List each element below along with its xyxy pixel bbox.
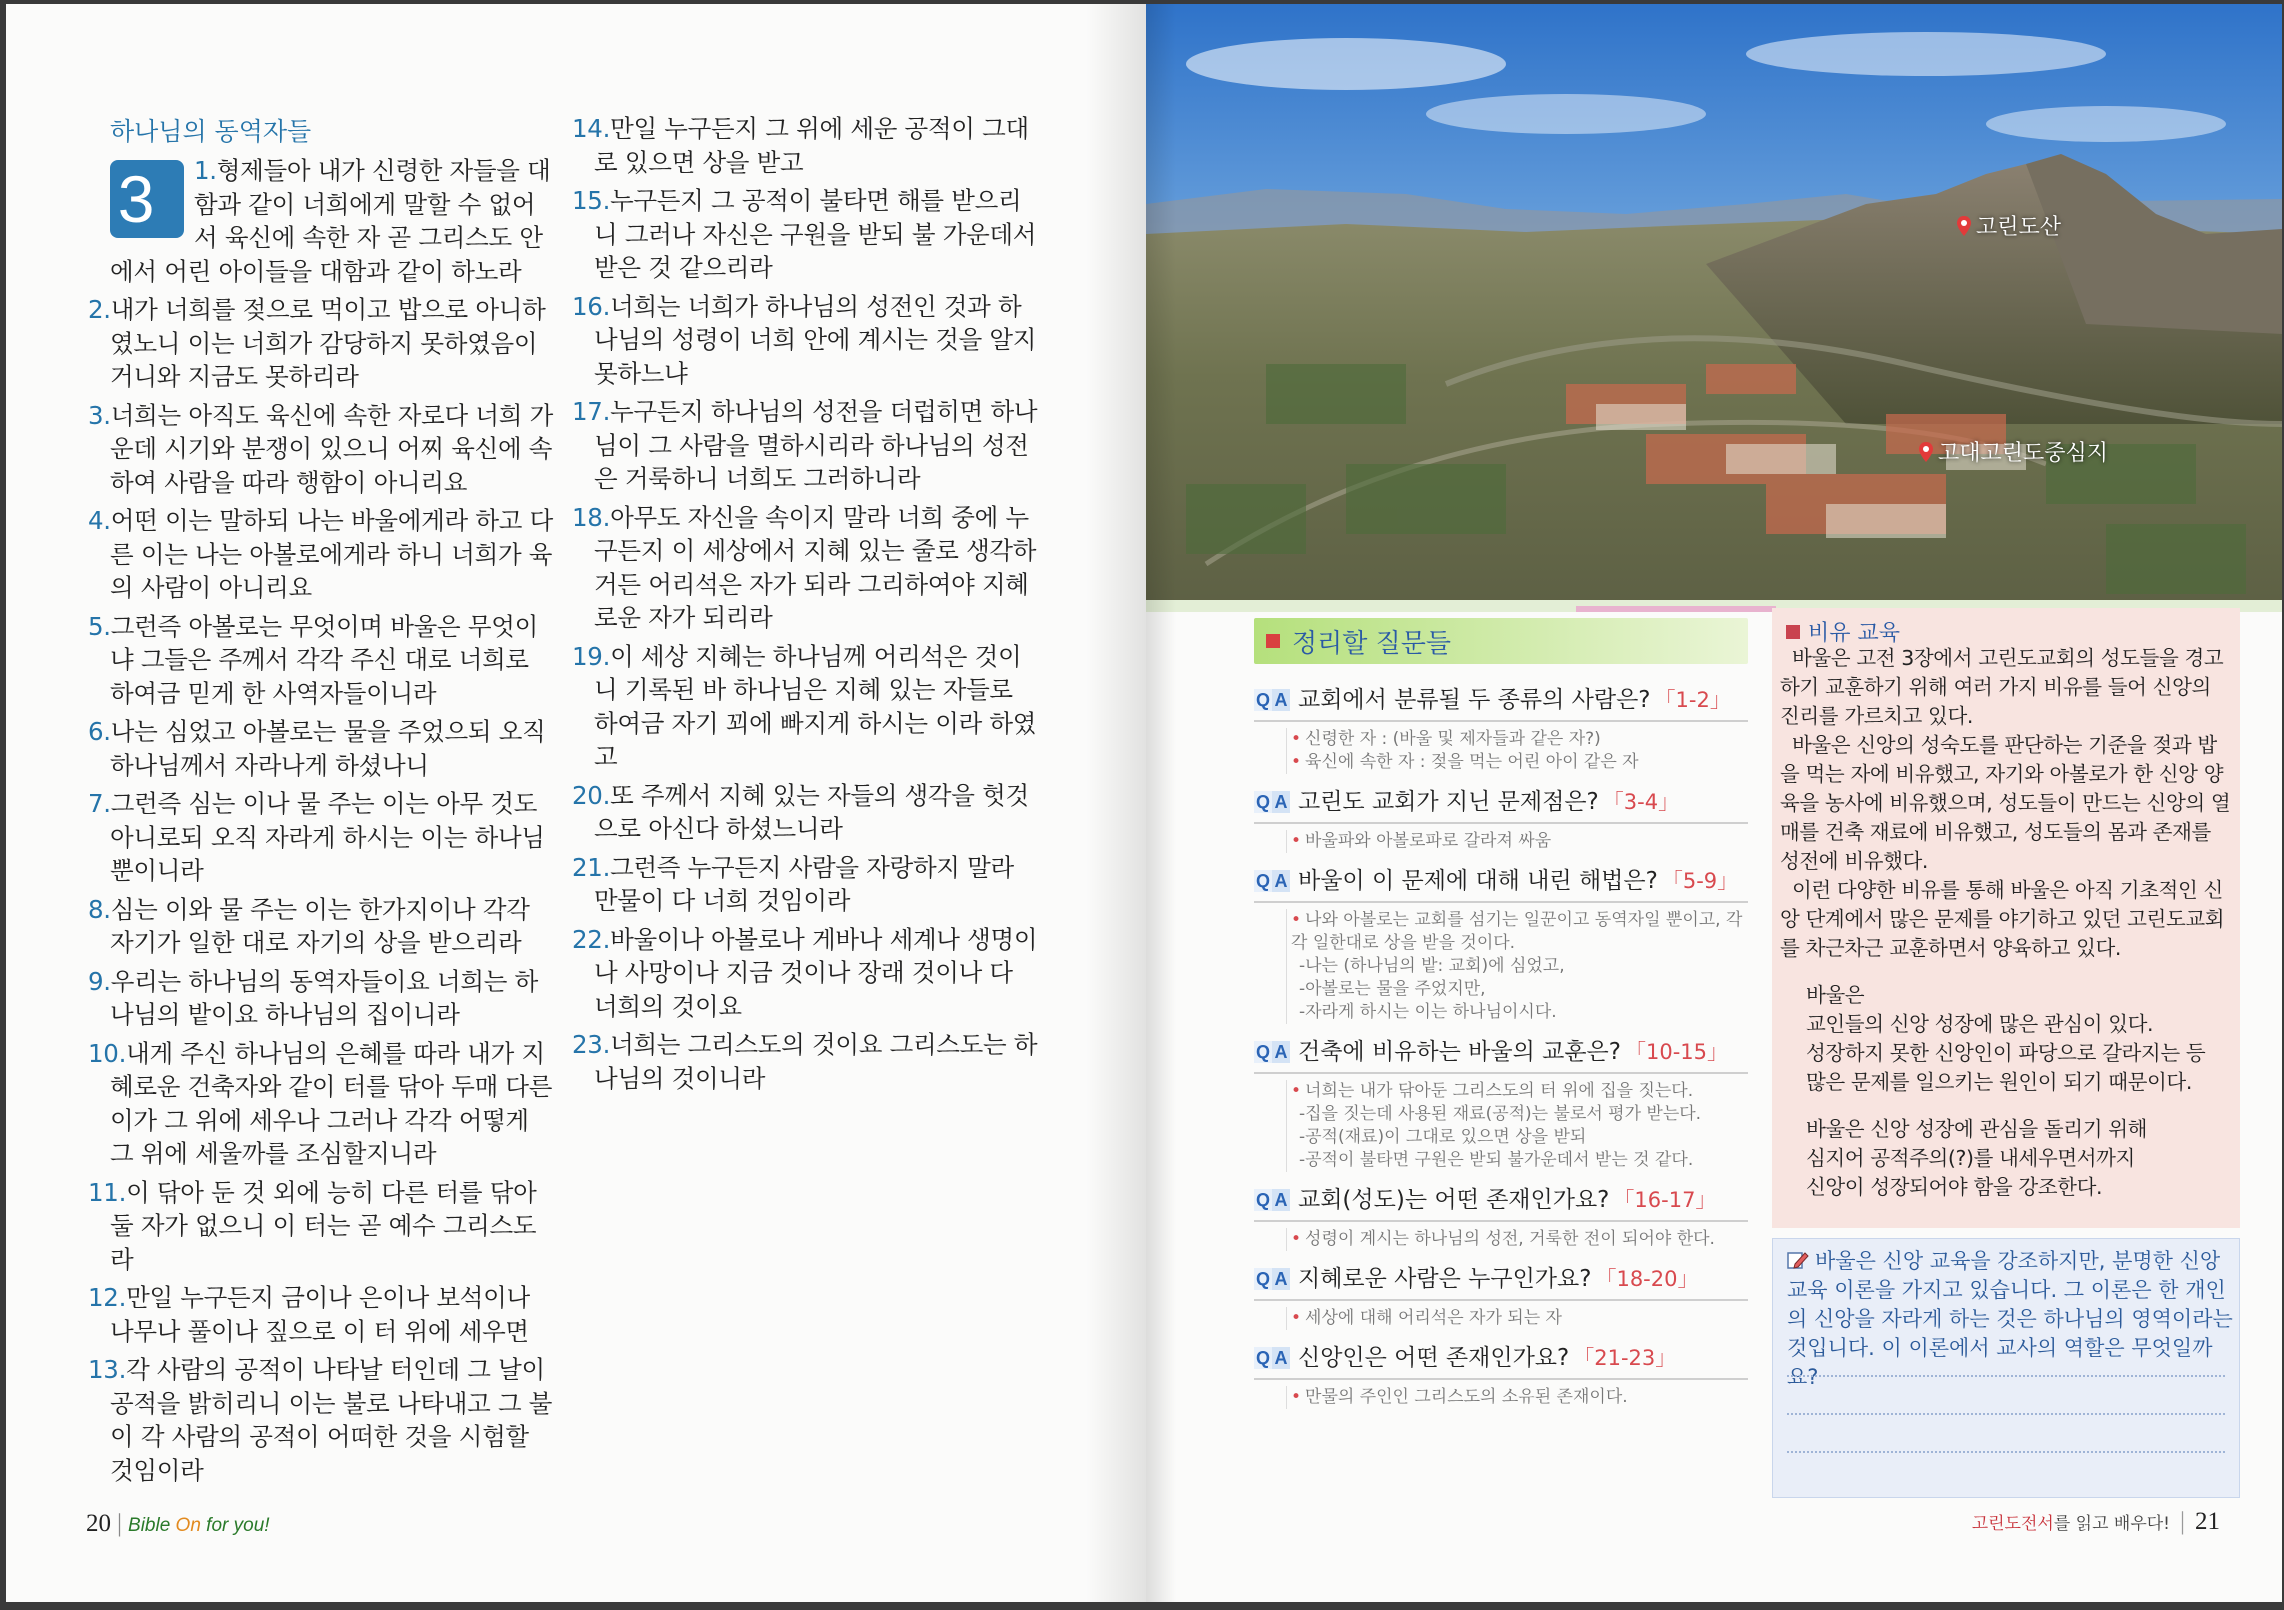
chapter-number: 3 [110, 160, 184, 238]
verse-10: 10.내게 주신 하나님의 은혜를 따라 내가 지혜로운 건축자와 같이 터를 닦아 두매 다른 이가 그 위에 세우나 그러나 각각 어떻게 그 위에 세울까를 조심할지니라 [88, 1038, 553, 1168]
answer-line-text: • 나와 아볼로는 교회를 섬기는 일꾼이고 동역자일 뿐이고, 각각 일한대로 상을 받을 것이다. [1291, 910, 1743, 953]
verse-20: 20.또 주께서 지혜 있는 자들의 생각을 헛것으로 아신다 하셨느니라 [572, 780, 1029, 843]
question [1254, 1263, 1748, 1301]
verse-13: 13.각 사람의 공적이 나타날 터인데 그 날이 공적을 밝히리니 이는 불로 나타내고 그 불이 각 사람의 공적이 어떠한 것을 시험할 것임이라 [88, 1355, 553, 1485]
verse-reference: 「21-23」 [1573, 1346, 1677, 1370]
answer-subpoint: -나는 (하나님의 밭: 교회)에 심었고, [1299, 956, 1565, 976]
task-text: 바울은 신앙 교육을 강조하지만, 분명한 신앙 교육 이론을 가지고 있습니다. 그 이론은 한 개인의 신앙을 자라게 하는 것은 하나님의 영역이라는 것입니다. 이 이론에서 교사의 역할은 무엇일까요? [1787, 1249, 2233, 1389]
verse-reference: 「10-15」 [1624, 1040, 1729, 1064]
verse-11: 11.이 닦아 둔 것 외에 능히 다른 터를 닦아 둘 자가 없으니 이 터는 곧 예수 그리스도라 [88, 1177, 537, 1274]
left-page-footer: 20 | Bible On for you! [86, 1510, 270, 1537]
verse-21: 21.그런즉 누구든지 사람을 자랑하지 말라 만물이 다 너희 것임이라 [572, 852, 1014, 915]
metaphor-note: 바울은 신앙 성장에 관심을 돌리기 위해 심지어 공적주의(?)를 내세우면서까지 신앙이 성장되어야 함을 강조한다. [1806, 1117, 2148, 1199]
verse-6: 6.나는 심었고 아볼로는 물을 주었으되 오직 하나님께서 자라나게 하셨나니 [88, 717, 546, 780]
answer-subpoint: -자라게 하시는 이는 하나님이시다. [1299, 1002, 1557, 1022]
answer-subpoint: -집을 짓는데 사용된 재료(공적)는 불로서 평가 받는다. [1299, 1104, 1702, 1124]
qa-icon: Q A [1254, 1347, 1290, 1369]
answer-subpoint: -공적(재료)이 그대로 있으면 상을 받되 [1299, 1127, 1587, 1147]
verse-5: 5.그런즉 아볼로는 무엇이며 바울은 무엇이냐 그들은 주께서 각각 주신 대로 너희로 하여금 믿게 한 사역자들이니라 [88, 611, 538, 708]
verse-17: 17.누구든지 하나님의 성전을 더럽히면 하나님이 그 사람을 멸하시리라 하나님의 성전은 거룩하니 너희도 그러하니라 [572, 397, 1038, 493]
verse-9: 9.우리는 하나님의 동역자들이요 너희는 하나님의 밭이요 하나님의 집이니라 [88, 966, 538, 1029]
verse-14: 14.만일 누구든지 그 위에 세운 공적이 그대로 있으면 상을 받고 [572, 114, 1029, 177]
footer-caption: 고린도전서를 읽고 배우다! [1971, 1514, 2170, 1534]
verse-16: 16.너희는 너희가 하나님의 성전인 것과 하나님의 성령이 너희 안에 계시는 것을 알지 못하느냐 [572, 291, 1037, 388]
verse-reference: 「5-9」 [1661, 869, 1739, 893]
bullet-square-icon [1266, 634, 1280, 648]
verse-reference: 「3-4」 [1602, 790, 1680, 814]
qa-item [1254, 1184, 1748, 1251]
question-text: 바울이 이 문제에 대해 내린 해법은? [1298, 868, 1658, 894]
verse-15: 15.누구든지 그 공적이 불타면 해를 받으리니 그러나 자신은 구원을 받되 불 가운데서 받은 것 같으리라 [572, 186, 1037, 282]
verse-column-1 [88, 154, 554, 1492]
verse-column-2 [572, 112, 1040, 1100]
verse-19: 19.이 세상 지혜는 하나님께 어리석은 것이니 기록된 바 하나님은 지혜 있는 자들로 하여금 자기 꾀에 빠지게 하시는 이라 하였고 [572, 641, 1037, 771]
verse-8: 8.심는 이와 물 주는 이는 한가지이나 각각 자기가 일한 대로 자기의 상을 받으리라 [88, 894, 530, 957]
answer-line[interactable] [1787, 1413, 2225, 1415]
verse-2: 2.내가 너희를 젖으로 먹이고 밥으로 아니하였노니 이는 너희가 감당하지 못하였음이거니와 지금도 못하리라 [88, 295, 546, 391]
question-text: 고린도 교회가 지닌 문제점은? [1298, 789, 1599, 815]
question-text: 건축에 비유하는 바울의 교훈은? [1298, 1039, 1621, 1065]
metaphor-paragraph: 이런 다양한 비유를 통해 바울은 아직 기초적인 신앙 단계에서 많은 문제를 야기하고 있던 고린도교회를 차근차근 교훈하면서 양육하고 있다. [1780, 878, 2225, 960]
question-text: 지혜로운 사람은 누구인가요? [1298, 1266, 1592, 1292]
answer-line-text: • 신령한 자 : (바울 및 제자들과 같은 자?) [1291, 729, 1601, 749]
photo-label-mountain: 고린도산 [1956, 210, 2061, 241]
verse-23: 23.너희는 그리스도의 것이요 그리스도는 하나님의 것이니라 [572, 1030, 1038, 1093]
teacher-task-box [1772, 1238, 2240, 1498]
answer-subpoint: -아볼로는 물을 주었지만, [1299, 979, 1486, 999]
qa-icon: Q A [1254, 870, 1290, 892]
pencil-note-icon [1787, 1250, 1809, 1270]
bullet-square-icon [1786, 625, 1800, 639]
verse-12: 12.만일 누구든지 금이나 은이나 보석이나 나무나 풀이나 짚으로 이 터 위에 세우면 [88, 1283, 530, 1346]
answer-line-text: • 육신에 속한 자 : 젖을 먹는 어린 아이 같은 자 [1291, 752, 1639, 772]
question [1254, 1036, 1748, 1074]
qa-item [1254, 786, 1748, 853]
answer [1286, 909, 1748, 1024]
answer-line[interactable] [1787, 1375, 2225, 1377]
metaphor-paragraph: 바울은 고전 3장에서 고린도교회의 성도들을 경고하기 교훈하기 위해 여러 가지 비유를 들어 신앙의 진리를 가르치고 있다. [1780, 646, 2224, 728]
answer-line-text: • 세상에 대해 어리석은 자가 되는 자 [1291, 1308, 1562, 1328]
verse-18: 18.아무도 자신을 속이지 말라 너희 중에 누구든지 이 세상에서 지혜 있는 줄로 생각하거든 어리석은 자가 되라 그리하여야 지혜로운 자가 되리라 [572, 502, 1037, 632]
answer [1286, 728, 1748, 774]
question [1254, 684, 1748, 722]
verse-3: 3.너희는 아직도 육신에 속한 자로다 너희 가운데 시기와 분쟁이 있으니 어찌 육신에 속하여 사람을 따라 행함이 아니리요 [88, 400, 553, 497]
answer-line-text: • 만물의 주인인 그리스도의 소유된 존재이다. [1291, 1387, 1628, 1407]
answer [1286, 1080, 1748, 1172]
qa-item [1254, 1263, 1748, 1330]
qa-item [1254, 1342, 1748, 1409]
location-pin-icon [1956, 215, 1972, 237]
answer [1286, 1228, 1748, 1251]
section-title: 하나님의 동역자들 [110, 117, 312, 146]
qa-icon: Q A [1254, 1268, 1290, 1290]
metaphor-education-box [1772, 608, 2240, 1228]
right-page-footer: 고린도전서를 읽고 배우다! | 21 [1971, 1508, 2220, 1535]
page-number-right: 21 [2195, 1508, 2220, 1535]
question [1254, 1184, 1748, 1222]
answer [1286, 1386, 1748, 1409]
left-page [6, 4, 1146, 1602]
right-page [1146, 4, 2282, 1602]
qa-icon: Q A [1254, 791, 1290, 813]
metaphor-note: 바울은 교인들의 신앙 성장에 많은 관심이 있다. 성장하지 못한 신앙인이 파당으로 갈라지는 등 많은 문제를 일으키는 원인이 되기 때문이다. [1806, 983, 2206, 1094]
qa-icon: Q A [1254, 1189, 1290, 1211]
photo-label-ancient-center: 고대고린도중심지 [1918, 436, 2108, 467]
answer-line-text: • 너희는 내가 닦아둔 그리스도의 터 위에 집을 짓는다. [1291, 1081, 1694, 1101]
qa-list [1254, 684, 1748, 1421]
verse-1: 3 1.형제들아 내가 신령한 자들을 대함과 같이 너희에게 말할 수 없어서 육신에 속한 자 곧 그리스도 안에서 어린 아이들을 대함과 같이 하노라 [110, 156, 551, 286]
brand-logo: Bible On for you! [128, 1515, 270, 1536]
answer-line[interactable] [1787, 1451, 2225, 1453]
question-text: 교회에서 분류될 두 종류의 사람은? [1298, 687, 1651, 713]
metaphor-paragraph: 바울은 신앙의 성숙도를 판단하는 기준을 젖과 밥을 먹는 자에 비유했고, 자기와 아볼로가 한 신앙 양육을 농사에 비유했으며, 성도들이 만드는 신앙의 열매를 건축 재료에 비유했고, 성도들의 몸과 존재를 성전에 비유했다. [1780, 733, 2231, 873]
location-pin-icon [1918, 441, 1934, 463]
question [1254, 786, 1748, 824]
verse-reference: 「16-17」 [1613, 1188, 1717, 1212]
review-questions-header: 정리할 질문들 [1254, 618, 1748, 664]
question [1254, 865, 1748, 903]
qa-item [1254, 865, 1748, 1024]
answer-line-text: • 성령이 계시는 하나님의 성전, 거룩한 전이 되어야 한다. [1291, 1229, 1715, 1249]
question [1254, 1342, 1748, 1380]
verse-4: 4.어떤 이는 말하되 나는 바울에게라 하고 다른 이는 나는 아볼로에게라 하니 너희가 육의 사람이 아니리요 [88, 506, 553, 602]
answer [1286, 830, 1748, 853]
corinth-aerial-photo [1146, 4, 2282, 612]
metaphor-box-body [1780, 644, 2236, 1202]
verse-reference: 「1-2」 [1654, 688, 1731, 712]
question-text: 신앙인은 어떤 존재인가요? [1298, 1345, 1570, 1371]
verse-22: 22.바울이나 아볼로나 게바나 세계나 생명이나 사망이나 지금 것이나 장래 것이나 다 너희의 것이요 [572, 924, 1038, 1021]
verse-reference: 「18-20」 [1595, 1267, 1699, 1291]
page-number-left: 20 [86, 1510, 111, 1537]
qa-item [1254, 1036, 1748, 1172]
question-text: 교회(성도)는 어떤 존재인가요? [1298, 1187, 1610, 1213]
qa-item [1254, 684, 1748, 774]
metaphor-box-title: 비유 교육 [1786, 616, 1900, 647]
answer [1286, 1307, 1748, 1330]
answer-line-text: • 바울파와 아볼로파로 갈라져 싸움 [1291, 831, 1552, 851]
qa-icon: Q A [1254, 1041, 1290, 1063]
verse-7: 7.그런즉 심는 이나 물 주는 이는 아무 것도 아니로되 오직 자라게 하시는 이는 하나님 뿐이니라 [88, 789, 545, 885]
answer-subpoint: -공적이 불타면 구원은 받되 불가운데서 받는 것 같다. [1299, 1150, 1694, 1170]
qa-icon: Q A [1254, 689, 1290, 711]
